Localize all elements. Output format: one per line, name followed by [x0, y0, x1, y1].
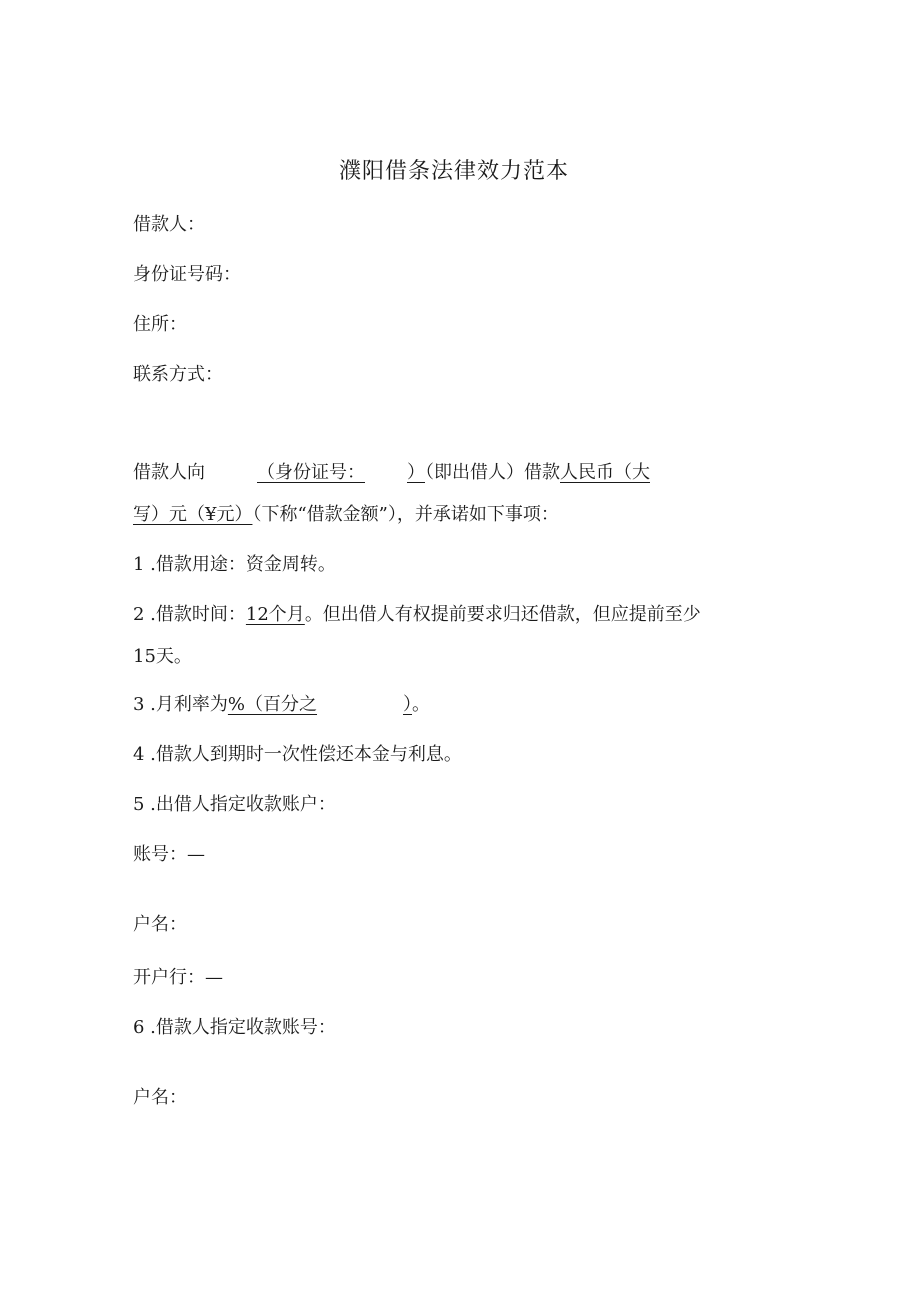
address-label: 住所：	[133, 314, 187, 335]
amount-underline: 写）元（¥元）	[133, 504, 253, 525]
item-repayment: 4 .借款人到期时一次性偿还本金与利息。	[133, 744, 462, 765]
item-rate-label: 3 .月利率为	[133, 694, 228, 715]
item-borrower-account: 6 .借款人指定收款账号：	[133, 1017, 336, 1038]
page-title: 濮阳借条法律效力范本	[338, 159, 569, 184]
agreement-text: 借款人向	[133, 462, 205, 483]
item-term	[133, 603, 701, 627]
account-number-label: 账号：—	[133, 844, 205, 865]
amount-definition-text: （下称“借款金额”），并承诺如下事项：	[252, 504, 559, 525]
account-name-label: 户名：	[133, 914, 187, 935]
rate-underline	[228, 694, 412, 715]
item-lender-account: 5 .出借人指定收款账户：	[133, 794, 336, 815]
lender-role-text: （即出借人）借款	[425, 462, 560, 483]
id-number-label: 身份证号码：	[133, 264, 241, 285]
rate-percent-text: %（百分之	[227, 694, 318, 715]
agreement-line-1	[133, 461, 650, 485]
bank-label: 开户行：—	[133, 967, 223, 988]
contact-label: 联系方式：	[133, 364, 223, 385]
lender-id-underline	[257, 462, 425, 483]
item-term-cont: 15天。	[133, 646, 192, 667]
account-name-label-2: 户名：	[133, 1087, 187, 1108]
borrower-label: 借款人：	[133, 214, 205, 235]
agreement-line-2	[133, 503, 559, 527]
rate-period: 。	[412, 694, 431, 715]
lender-id-label: （身份证号：	[257, 462, 365, 483]
item-term-text: 。但出借人有权提前要求归还借款，但应提前至少	[304, 604, 701, 625]
rate-close: ）	[403, 694, 413, 715]
item-term-label: 2 .借款时间：	[133, 604, 246, 625]
item-purpose: 1 .借款用途：资金周转。	[133, 554, 336, 575]
item-rate	[133, 693, 430, 717]
currency-underline: 人民币（大	[560, 462, 650, 483]
lender-id-close: ）	[407, 462, 425, 483]
term-value: 12个月	[245, 604, 305, 625]
